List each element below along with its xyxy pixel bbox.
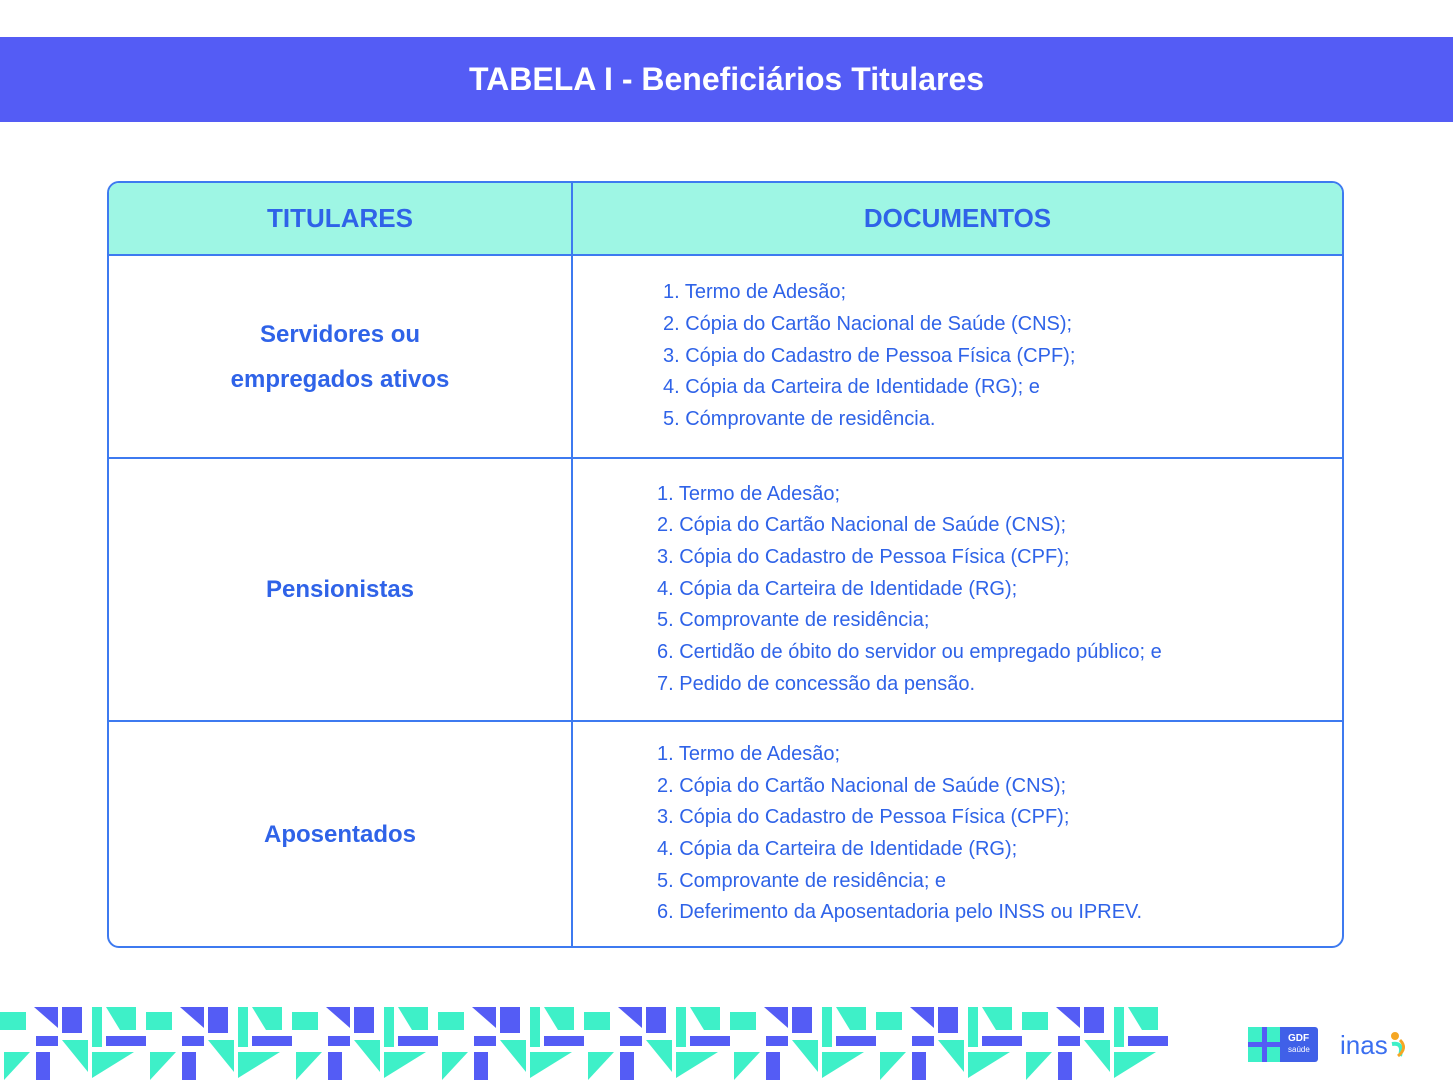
- header-titulares: TITULARES: [109, 183, 573, 254]
- document-item: 2. Cópia do Cartão Nacional de Saúde (CNS);: [657, 514, 1067, 537]
- document-item: 2. Cópia do Cartão Nacional de Saúde (CNS);: [663, 312, 1073, 335]
- document-item: 5. Cómprovante de residência.: [663, 408, 936, 431]
- table-header: [109, 183, 1342, 256]
- document-item: 1. Termo de Adesão;: [657, 482, 841, 505]
- document-item: 5. Comprovante de residência;: [657, 609, 930, 632]
- documents-cell: [573, 722, 1342, 946]
- decorative-pattern: [0, 1000, 1180, 1080]
- document-item: 4. Cópia da Carteira de Identidade (RG);: [657, 577, 1018, 600]
- page-title: TABELA I - Beneficiários Titulares: [468, 61, 985, 97]
- document-item: 6. Deferimento da Aposentadoria pelo INSS ou IPREV.: [657, 901, 1143, 924]
- beneficiaries-table: [107, 181, 1344, 948]
- gdf-mark-icon: [1248, 1027, 1280, 1062]
- document-item: 4. Cópia da Carteira de Identidade (RG);: [657, 838, 1018, 860]
- inas-sun-icon: [1386, 1028, 1408, 1058]
- documents-list: [657, 739, 1142, 929]
- table-row: [109, 720, 1342, 946]
- document-item: 4. Cópia da Carteira de Identidade (RG); e: [663, 376, 1040, 399]
- document-item: 1. Termo de Adesão;: [663, 281, 847, 304]
- documents-cell: [573, 256, 1342, 457]
- titular-label: Servidores ou: [259, 320, 421, 348]
- header-documentos: DOCUMENTOS: [863, 203, 1052, 233]
- document-item: 3. Cópia do Cadastro de Pessoa Física (CPF);: [657, 806, 1070, 829]
- documents-list: [663, 277, 1075, 436]
- document-item: 1. Termo de Adesão;: [657, 742, 841, 765]
- titular-cell: [109, 459, 573, 720]
- gdf-saude-logo: GDF saúde: [1248, 1027, 1318, 1062]
- table-row: [109, 256, 1342, 457]
- document-item: 6. Certidão de óbito do servidor ou empregado público; e: [657, 641, 1162, 664]
- titular-cell: [109, 722, 573, 946]
- document-item: 3. Cópia do Cadastro de Pessoa Física (CPF);: [657, 545, 1070, 568]
- titular-label: Aposentados: [263, 820, 416, 848]
- document-item: 3. Cópia do Cadastro de Pessoa Física (CPF);: [663, 344, 1076, 367]
- table-row: [109, 457, 1342, 720]
- document-item: 5. Comprovante de residência; e: [657, 869, 947, 892]
- document-item: 2. Cópia do Cartão Nacional de Saúde (CNS);: [657, 774, 1067, 797]
- document-item: 7. Pedido de concessão da pensão.: [657, 672, 976, 695]
- titular-label: empregados ativos: [230, 365, 450, 393]
- titular-label: Pensionistas: [265, 576, 415, 603]
- documents-list: [657, 479, 1162, 701]
- inas-logo: inas: [1340, 1030, 1388, 1061]
- titular-cell: [109, 256, 573, 457]
- page-banner: [0, 37, 1453, 122]
- documents-cell: [573, 459, 1342, 720]
